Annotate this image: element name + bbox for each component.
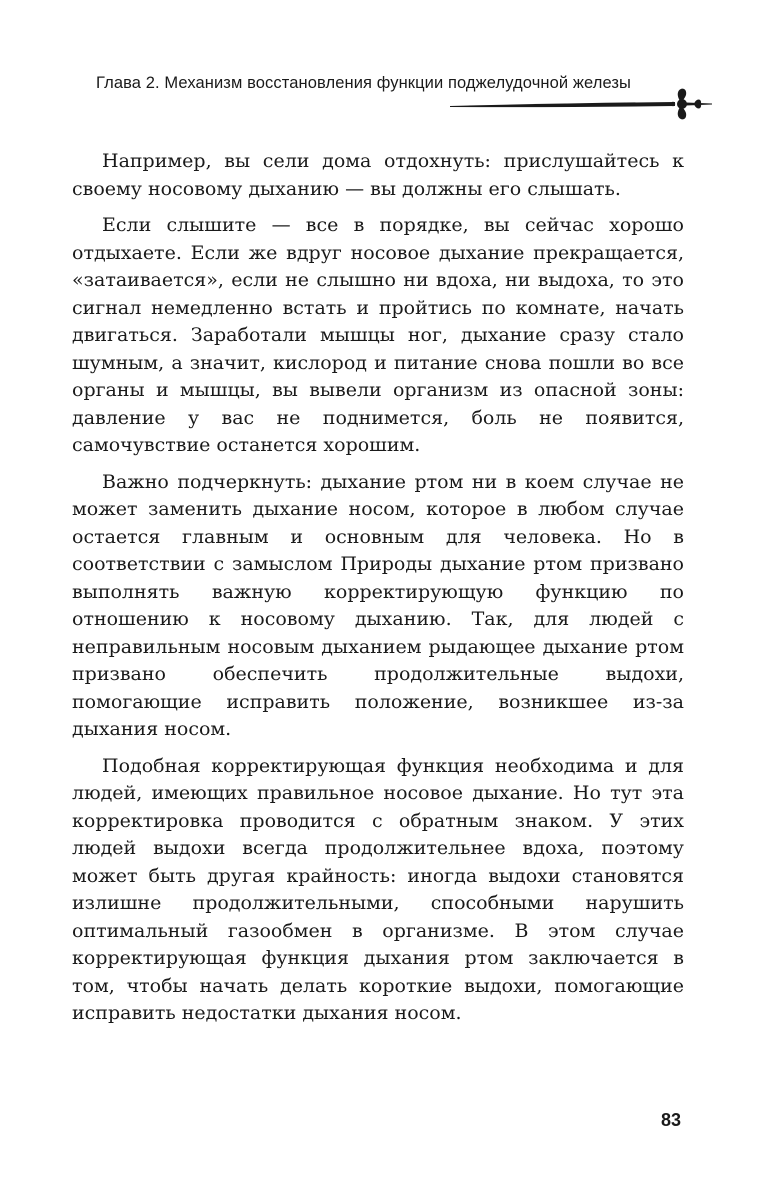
paragraph-2: Если слышите — все в порядке, вы сейчас хорошо отдыхаете. Если же вдруг носовое дыхание прекращается, «затаивается», если не слышно ни вдоха, ни выдоха, то это сигнал немедленно встать и пройтись по комнате, начать двигаться. Заработали мышцы ног, дыхание сразу стало шумным, а значит, кислород и питание снова пошли во все органы и мышцы, вы вывели организм из опасной зоны: давление у вас не поднимется, боль не появится, самочувствие останется хорошим. — [72, 214, 684, 456]
fleuron-ornament-icon — [420, 82, 720, 128]
paragraph-4: Подобная корректирующая функция необходима и для людей, имеющих правильное носовое дыхание. Но тут эта корректировка проводится с обратным знаком. У этих людей выдохи всегда продолжительнее вдоха, поэтому может быть другая крайность: иногда выдохи становятся излишне продолжительными, способными нарушить оптимальный газообмен в организме. В этом случае корректирующая функция дыхания ртом заключается в том, чтобы начать делать короткие выдохи, помогающие исправить недостатки дыхания носом. — [72, 754, 684, 1024]
running-header: Глава 2. Механизм восстановления функции поджелудочной железы — [96, 74, 632, 92]
paragraph-3: Важно подчеркнуть: дыхание ртом ни в коем случае не может заменить дыхание носом, которое в любом случае остается главным и основным для человека. Но в соответствии с замыслом Природы дыхание ртом призвано выполнять важную корректирующую функцию по отношению к носовому дыханию. Так, для людей с неправильным носовым дыханием рыдающее дыхание ртом призвано обеспечить продолжительные выдохи, помогающие исправить положение, возникшее из-за дыхания носом. — [72, 470, 684, 740]
paragraph-1: Например, вы сели дома отдохнуть: прислушайтесь к своему носовому дыханию — вы должны его слышать. — [72, 150, 684, 200]
page-number: 83 — [660, 1110, 681, 1130]
body-text — [72, 148, 684, 1037]
